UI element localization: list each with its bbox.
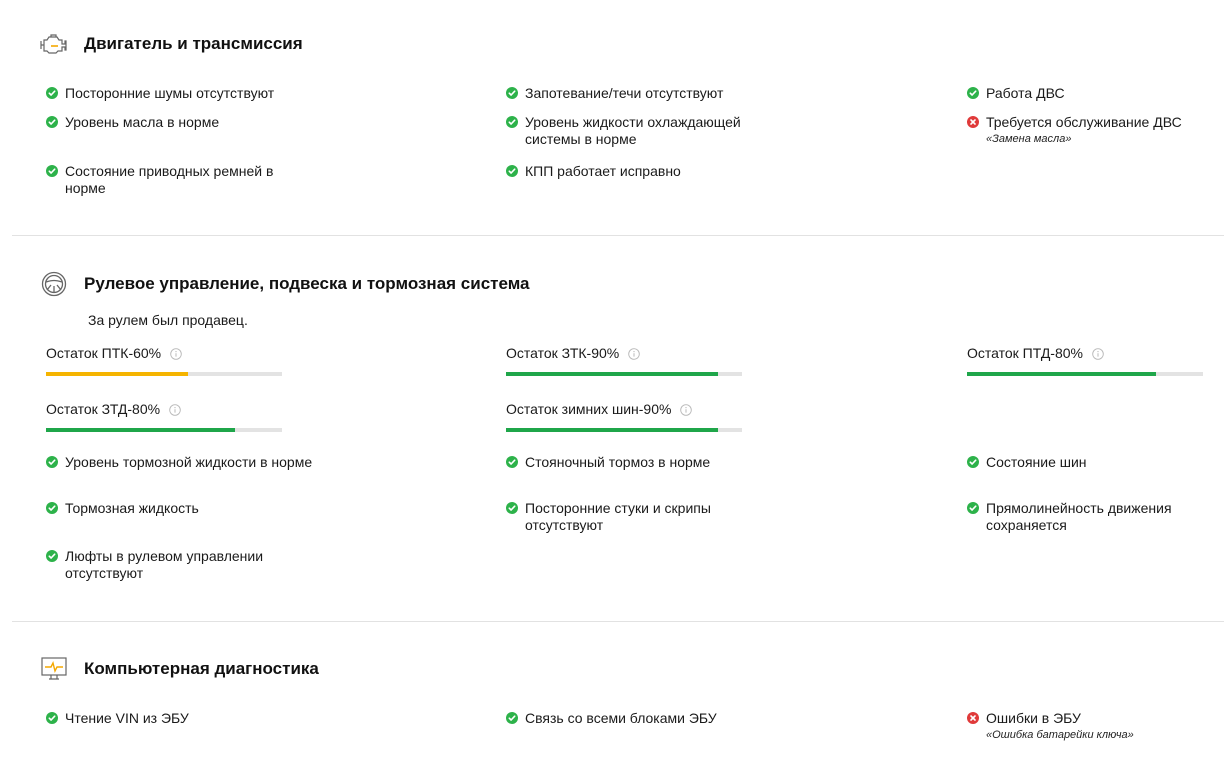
progress-fill	[506, 372, 718, 376]
section-title: Рулевое управление, подвеска и тормозная система	[84, 274, 530, 293]
monitor-pulse-icon	[38, 655, 70, 683]
list-item: Запотевание/течи отсутствуют	[506, 85, 776, 102]
list-item: Требуется обслуживание ДВС «Замена масла»	[967, 114, 1217, 146]
check-icon	[967, 456, 979, 468]
progress-track	[967, 372, 1203, 376]
check-icon	[46, 712, 58, 724]
check-icon	[506, 456, 518, 468]
list-item: Работа ДВС	[967, 85, 1224, 102]
check-icon	[46, 116, 58, 128]
progress-label: Остаток ПТД-80%	[967, 345, 1083, 361]
check-icon	[506, 502, 518, 514]
list-item: КПП работает исправно	[506, 163, 776, 180]
list-item: Ошибки в ЭБУ «Ошибка батарейки ключа»	[967, 710, 1217, 742]
list-item: Связь со всеми блоками ЭБУ	[506, 710, 776, 727]
check-icon	[967, 502, 979, 514]
check-icon	[506, 165, 518, 177]
progress-track	[46, 372, 282, 376]
seller-note: За рулем был продавец.	[88, 312, 248, 328]
progress-fill	[506, 428, 718, 432]
item-note: «Ошибка батарейки ключа»	[986, 729, 1134, 741]
progress-label: Остаток ПТК-60%	[46, 345, 162, 361]
list-item: Чтение VIN из ЭБУ	[46, 710, 316, 727]
progress-track	[506, 372, 742, 376]
progress-track	[506, 428, 742, 432]
list-item: Стояночный тормоз в норме	[506, 454, 776, 471]
progress-fill	[46, 428, 235, 432]
section-divider	[12, 235, 1224, 236]
list-item: Тормозная жидкость	[46, 500, 316, 517]
engine-section-header	[38, 30, 303, 58]
list-item: Уровень тормозной жидкости в норме	[46, 454, 316, 471]
list-item: Посторонние шумы отсутствуют	[46, 85, 316, 102]
diagnostics-section-header	[38, 655, 319, 683]
list-item: Люфты в рулевом управлении отсутствуют	[46, 548, 316, 582]
check-icon	[506, 87, 518, 99]
check-icon	[46, 165, 58, 177]
progress-block	[506, 401, 746, 432]
check-icon	[506, 116, 518, 128]
list-item: Состояние шин	[967, 454, 1224, 471]
info-icon[interactable]	[1092, 348, 1104, 360]
list-item: Состояние приводных ремней в норме	[46, 163, 316, 197]
engine-icon	[38, 30, 70, 58]
progress-label: Остаток зимних шин-90%	[506, 401, 672, 417]
steering-section-header	[38, 270, 530, 298]
check-icon	[46, 456, 58, 468]
error-icon	[967, 712, 979, 724]
progress-block	[46, 345, 286, 376]
list-item: Посторонние стуки и скрипы отсутствуют	[506, 500, 746, 534]
info-icon[interactable]	[170, 348, 182, 360]
steering-wheel-icon	[38, 270, 70, 298]
list-item: Прямолинейность движения сохраняется	[967, 500, 1212, 534]
progress-label: Остаток ЗТК-90%	[506, 345, 620, 361]
info-icon[interactable]	[680, 404, 692, 416]
check-icon	[506, 712, 518, 724]
error-icon	[967, 116, 979, 128]
section-title: Компьютерная диагностика	[84, 659, 319, 678]
list-item: Уровень масла в норме	[46, 114, 316, 131]
check-icon	[46, 550, 58, 562]
progress-fill	[46, 372, 188, 376]
check-icon	[967, 87, 979, 99]
progress-block	[506, 345, 746, 376]
item-note: «Замена масла»	[986, 133, 1072, 145]
section-divider	[12, 621, 1224, 622]
progress-block	[46, 401, 286, 432]
info-icon[interactable]	[628, 348, 640, 360]
progress-label: Остаток ЗТД-80%	[46, 401, 161, 417]
progress-fill	[967, 372, 1156, 376]
info-icon[interactable]	[169, 404, 181, 416]
section-title: Двигатель и трансмиссия	[84, 34, 303, 53]
progress-block	[967, 345, 1207, 376]
check-icon	[46, 87, 58, 99]
check-icon	[46, 502, 58, 514]
progress-track	[46, 428, 282, 432]
list-item: Уровень жидкости охлаждающей системы в норме	[506, 114, 776, 148]
